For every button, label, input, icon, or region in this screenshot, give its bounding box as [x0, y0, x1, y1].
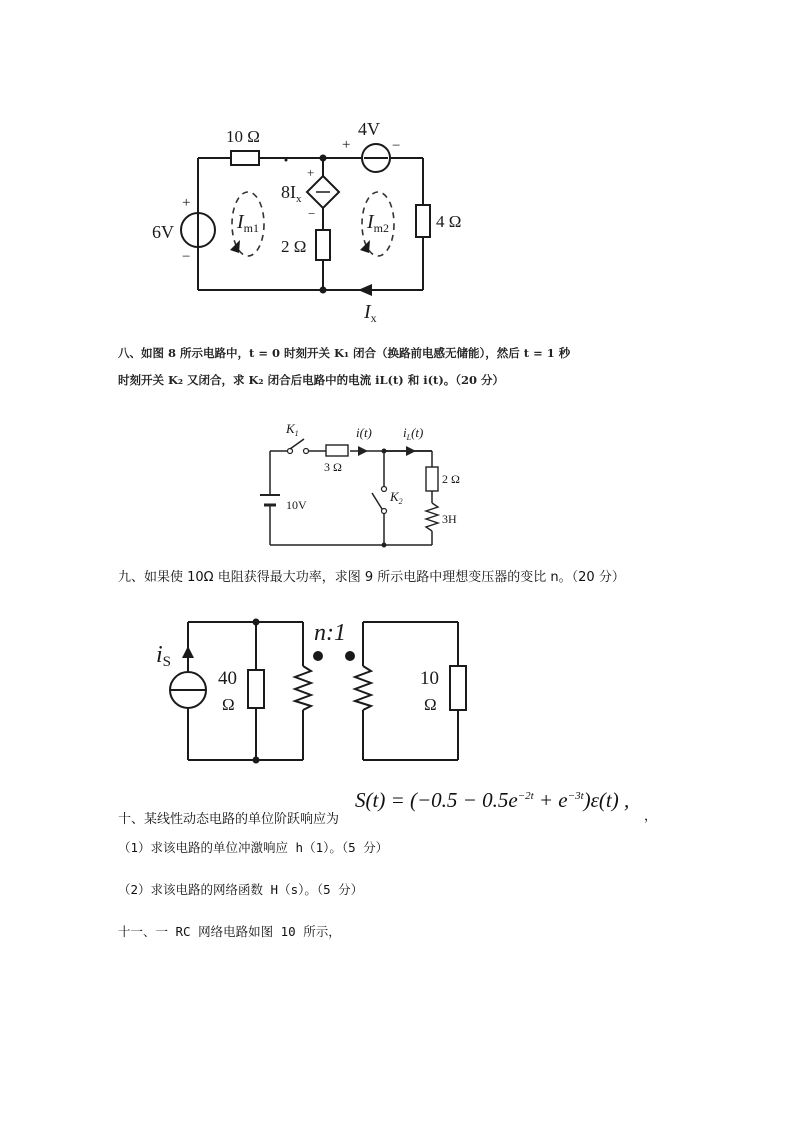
figure-8-circuit	[118, 405, 623, 553]
label-2ohm: 2 Ω	[281, 237, 307, 256]
resistor-4	[416, 205, 430, 237]
question-10-trailing-comma: ，	[644, 809, 658, 824]
resistor-10	[231, 151, 259, 165]
figure-9-circuit	[118, 600, 503, 778]
question-10-sub-2: （2）求该电路的网络函数 H（s）。（5 分）	[118, 882, 364, 897]
question-8-line-2: 时刻开关 K₂ 又闭合，求 K₂ 闭合后电路中的电流 iL(t) 和 i(t)。（20 分）	[118, 373, 505, 387]
label-8ix: $8I_x$	[281, 182, 302, 205]
label-is: iS	[156, 642, 172, 670]
label-10-unit: Ω	[424, 695, 437, 714]
svg-text:−: −	[308, 206, 316, 221]
svg-text:+: +	[307, 165, 315, 180]
svg-text:−: −	[182, 249, 191, 265]
label-ilt: $i_L(t)$	[403, 425, 424, 442]
label-3h: 3H	[442, 512, 457, 526]
svg-text:−: −	[392, 138, 401, 154]
label-im2: $I_{m2}$	[367, 211, 390, 235]
label-k1: $K_1$	[286, 421, 299, 438]
question-8-line-1: 八、如图 8 所示电路中，t = 0 时刻开关 K₁ 闭合（换路前电感无储能），然后 t = 1 秒	[118, 346, 571, 360]
question-11-text: 十一、一 RC 网络电路如图 10 所示，	[118, 924, 341, 939]
label-it: i(t)	[356, 425, 372, 440]
question-10-text: 十、某线性动态电路的单位阶跃响应为	[118, 812, 340, 827]
label-ix: $I_x$	[364, 301, 377, 325]
svg-text:+: +	[182, 195, 191, 211]
label-4ohm: 4 Ω	[436, 212, 462, 231]
label-40-unit: Ω	[222, 695, 235, 714]
label-40: 40	[218, 668, 237, 689]
label-3ohm: 3 Ω	[324, 460, 342, 474]
label-k2: $K_2$	[390, 489, 403, 506]
label-2ohm: 2 Ω	[442, 472, 460, 486]
figure-7-circuit	[118, 100, 478, 335]
label-10: 10	[420, 668, 439, 689]
label-ratio: n:1	[314, 620, 346, 646]
question-10-sub-1: （1）求该电路的单位冲激响应 h（1）。（5 分）	[118, 840, 389, 855]
svg-text:+: +	[342, 137, 351, 153]
question-9-text: 九、如果使 10Ω 电阻获得最大功率，求图 9 所示电路中理想变压器的变比 n。（20 分）	[118, 570, 625, 585]
label-10v: 10V	[286, 498, 307, 512]
label-10ohm: 10 Ω	[226, 127, 260, 146]
ix-arrow	[358, 284, 372, 296]
label-4v: 4V	[358, 119, 380, 139]
question-10-formula: $S(t) = (-0.5 - 0.5e^{-2t} + e^{-3t})\varepsilon(t)$ ,	[355, 788, 630, 812]
label-im1: $I_{m1}$	[237, 211, 260, 235]
resistor-2	[316, 230, 330, 260]
label-6v: 6V	[152, 222, 174, 242]
